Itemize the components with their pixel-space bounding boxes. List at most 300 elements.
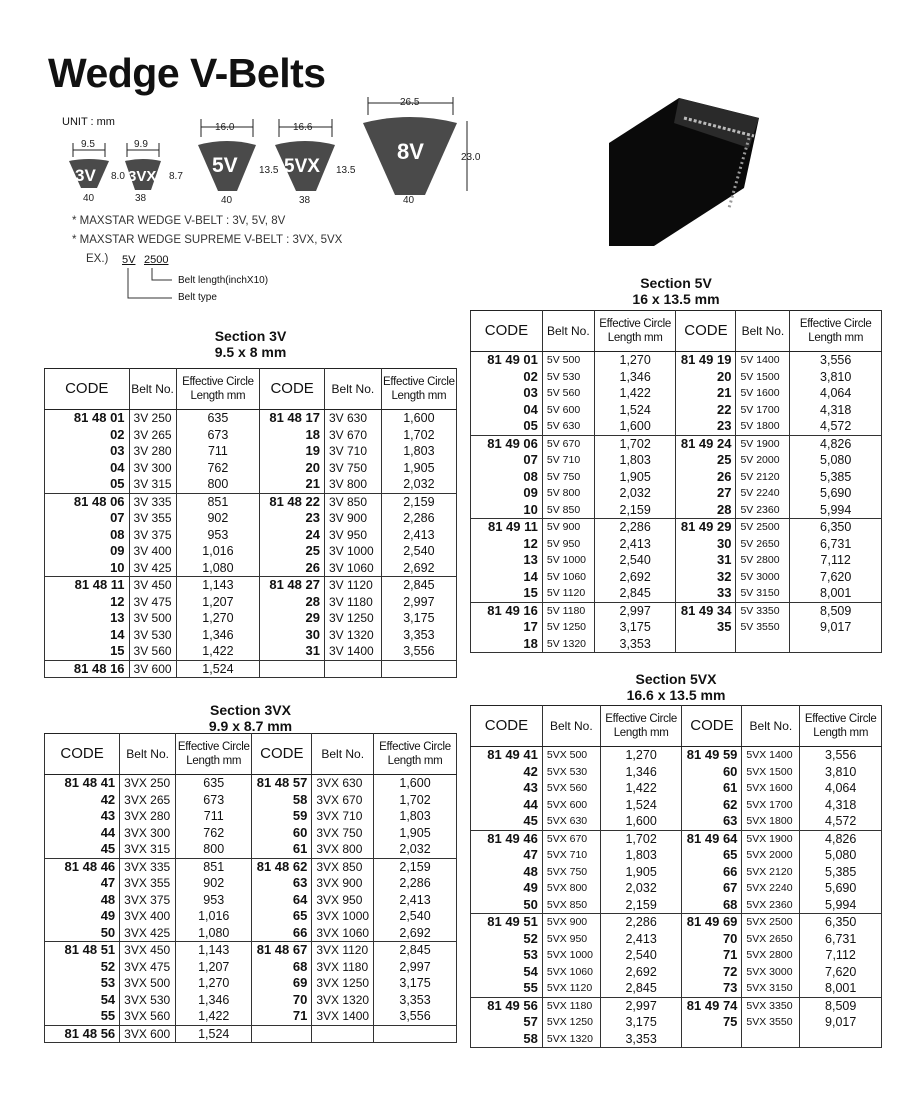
header-code: CODE [676,311,736,352]
code-cell: 24 [260,527,325,544]
length-cell: 711 [176,443,260,460]
table-row [471,552,882,569]
belt-no-cell: 3VX 710 [312,808,374,825]
dim-angle: 40 [221,195,233,205]
header-code: CODE [45,734,120,775]
belt-no-cell: 5VX 1120 [542,980,600,997]
code-cell: 52 [45,959,120,976]
code-cell: 18 [471,636,543,653]
code-cell: 28 [676,502,736,519]
length-cell: 1,524 [594,402,676,419]
code-cell: 63 [682,813,742,830]
belt-no-cell: 3VX 800 [312,841,374,858]
length-cell: 762 [176,825,252,842]
header-code: CODE [45,369,130,410]
belt-no-cell: 3V 530 [129,627,176,644]
table-row [471,897,882,914]
length-cell: 902 [176,875,252,892]
code-cell: 81 48 51 [45,942,120,959]
belt-no-cell: 3V 750 [324,460,381,477]
belt-no-cell: 5V 500 [542,352,594,369]
length-cell: 1,702 [600,830,682,847]
belt-no-cell: 5V 670 [542,435,594,452]
belt-no-cell: 3V 850 [324,493,381,510]
code-cell: 81 48 56 [45,1025,120,1043]
belt-no-cell: 5V 2000 [736,452,790,469]
code-cell: 81 48 17 [260,410,325,427]
code-cell: 48 [45,892,120,909]
belt-no-cell: 5VX 2120 [742,864,800,881]
header-belt-no: Belt No. [736,311,790,352]
belt-no-cell: 5VX 1600 [742,780,800,797]
length-cell [381,660,456,678]
header-belt-no: Belt No. [120,734,176,775]
code-cell: 81 48 27 [260,577,325,594]
header-belt-no: Belt No. [129,369,176,410]
belt-no-cell: 3V 1060 [324,560,381,577]
length-cell: 8,509 [790,602,882,619]
table-row [45,792,457,809]
length-cell: 2,032 [374,841,457,858]
dim-width: 16.0 [215,122,235,133]
row-group [45,660,457,678]
length-cell: 2,540 [381,543,456,560]
header-effective-length [600,706,682,747]
code-cell: 45 [471,813,543,830]
code-cell: 81 48 22 [260,493,325,510]
code-cell: 60 [252,825,312,842]
code-cell [252,1025,312,1043]
code-cell: 81 48 46 [45,858,120,875]
code-cell: 53 [45,975,120,992]
section-3v-title [44,328,457,360]
code-cell: 69 [252,975,312,992]
row-group [471,519,882,603]
dim-height: 8.7 [169,171,183,182]
profile-8v [363,97,481,205]
length-cell: 6,350 [790,519,882,536]
row-group [471,830,882,914]
length-cell: 4,572 [790,418,882,435]
belt-no-cell: 3V 1000 [324,543,381,560]
belt-no-cell: 5VX 1180 [542,997,600,1014]
row-group [45,577,457,661]
length-cell: 4,064 [800,780,882,797]
length-cell: 1,803 [600,847,682,864]
length-cell: 2,159 [594,502,676,519]
belt-no-cell: 5VX 3150 [742,980,800,997]
belt-no-cell: 3V 250 [129,410,176,427]
code-cell: 66 [682,864,742,881]
belt-no-cell: 3VX 425 [120,925,176,942]
table-row [471,931,882,948]
code-cell: 81 49 69 [682,914,742,931]
section-size: 16.6 x 13.5 mm [626,687,726,703]
code-cell: 81 48 16 [45,660,130,678]
section-title: Section 3V [214,328,287,344]
row-group [471,747,882,831]
length-cell: 5,690 [800,880,882,897]
belt-no-cell: 5V 2120 [736,469,790,486]
belt-no-cell: 5VX 900 [542,914,600,931]
length-cell: 4,572 [800,813,882,830]
belt-no-cell: 3V 425 [129,560,176,577]
table-row [45,527,457,544]
code-cell: 21 [260,476,325,493]
length-cell: 3,175 [594,619,676,636]
profile-label: 3VX [128,168,157,185]
length-cell: 1,803 [594,452,676,469]
code-cell: 26 [260,560,325,577]
code-cell: 14 [471,569,543,586]
belt-no-cell: 3V 300 [129,460,176,477]
length-cell: 7,620 [790,569,882,586]
length-cell: 2,692 [594,569,676,586]
length-cell: 1,803 [381,443,456,460]
table-row [471,369,882,386]
table-row [471,418,882,435]
section-title: Section 5V [640,275,712,291]
length-cell: 1,422 [176,643,260,660]
length-cell: 1,600 [374,775,457,792]
code-cell: 73 [682,980,742,997]
belt-no-cell: 3VX 1250 [312,975,374,992]
dim-angle: 40 [403,195,415,205]
belt-no-cell: 3VX 950 [312,892,374,909]
code-cell: 10 [45,560,130,577]
code-cell: 81 48 06 [45,493,130,510]
length-cell: 1,600 [381,410,456,427]
section-3vx-title [44,702,457,734]
length-cell: 3,556 [374,1008,457,1025]
code-cell: 03 [471,385,543,402]
profile-5vx [275,119,356,205]
code-cell: 66 [252,925,312,942]
belt-no-cell: 3V 560 [129,643,176,660]
length-cell: 1,600 [594,418,676,435]
length-cell: 3,353 [374,992,457,1009]
belt-no-cell: 3V 1180 [324,594,381,611]
belt-no-cell: 5V 3350 [736,602,790,619]
length-cell: 3,175 [381,610,456,627]
belt-no-cell: 5VX 630 [542,813,600,830]
header-belt-no: Belt No. [542,706,600,747]
row-group [471,352,882,436]
length-cell: 3,556 [790,352,882,369]
belt-no-cell [324,660,381,678]
code-cell: 72 [682,964,742,981]
code-cell: 81 48 01 [45,410,130,427]
code-cell: 03 [45,443,130,460]
belt-no-cell: 5V 3000 [736,569,790,586]
table-row [471,585,882,602]
code-cell: 44 [471,797,543,814]
profile-label: 8V [397,139,424,164]
length-cell: 1,143 [176,942,252,959]
code-cell: 75 [682,1014,742,1031]
belt-no-cell: 3VX 450 [120,942,176,959]
length-cell: 5,080 [790,452,882,469]
code-cell: 67 [682,880,742,897]
code-cell: 25 [676,452,736,469]
profile-5v [198,119,279,205]
note-supreme: * MAXSTAR WEDGE SUPREME V-BELT : 3VX, 5VX [72,234,343,246]
belt-no-cell: 3VX 1000 [312,908,374,925]
length-cell: 1,702 [594,435,676,452]
belt-length-desc: Belt length(inchX10) [178,275,269,286]
dim-height: 13.5 [259,165,279,176]
code-cell: 13 [45,610,130,627]
example-type: 5V [122,254,136,266]
code-cell: 04 [471,402,543,419]
belt-no-cell: 5VX 500 [542,747,600,764]
header-ecl-line1: Effective Circle [182,376,254,388]
code-cell: 18 [260,427,325,444]
section-size: 9.9 x 8.7 mm [208,718,293,734]
code-cell: 07 [471,452,543,469]
header-effective-length [594,311,676,352]
header-ecl-line1: Effective Circle [177,741,250,753]
row-group [471,435,882,519]
length-cell: 6,731 [790,536,882,553]
length-cell: 1,270 [176,975,252,992]
code-cell: 57 [471,1014,543,1031]
belt-no-cell: 5VX 950 [542,931,600,948]
code-cell: 71 [682,947,742,964]
belt-no-cell: 5VX 2000 [742,847,800,864]
header-row [471,311,882,352]
length-cell: 2,032 [600,880,682,897]
table-row [471,519,882,536]
code-cell: 43 [471,780,543,797]
belt-no-cell: 5V 630 [542,418,594,435]
section-title: Section 5VX [635,671,717,687]
code-cell: 20 [676,369,736,386]
table-row [45,875,457,892]
profile-label: 5VX [284,156,320,177]
table-row [45,443,457,460]
length-cell: 3,810 [790,369,882,386]
table-row [45,510,457,527]
length-cell: 2,159 [381,493,456,510]
row-group [45,775,457,859]
table-row [471,797,882,814]
length-cell: 2,997 [374,959,457,976]
profile-3v [69,139,125,204]
belt-no-cell: 5V 1600 [736,385,790,402]
belt-no-cell: 3V 375 [129,527,176,544]
table-row [45,410,457,427]
length-cell: 1,016 [176,908,252,925]
code-cell: 50 [471,897,543,914]
belt-no-cell: 3VX 315 [120,841,176,858]
length-cell: 1,270 [594,352,676,369]
dim-angle: 38 [135,193,147,204]
code-cell [682,1031,742,1048]
belt-no-cell: 3V 900 [324,510,381,527]
belt-no-cell: 3V 400 [129,543,176,560]
table-row [45,775,457,792]
profile-label: 3V [75,166,96,185]
code-cell: 81 49 41 [471,747,543,764]
length-cell: 1,346 [600,764,682,781]
code-cell: 09 [471,485,543,502]
header-code: CODE [682,706,742,747]
belt-no-cell: 3VX 1400 [312,1008,374,1025]
length-cell: 4,826 [790,435,882,452]
length-cell: 711 [176,808,252,825]
belt-no-cell: 5V 900 [542,519,594,536]
code-cell: 44 [45,825,120,842]
code-cell: 19 [260,443,325,460]
header-ecl-line2: Length mm [813,727,869,739]
length-cell: 2,159 [600,897,682,914]
length-cell: 5,385 [790,469,882,486]
belt-no-cell: 5V 1400 [736,352,790,369]
code-cell: 58 [471,1031,543,1048]
table-row [45,908,457,925]
length-cell: 1,702 [374,792,457,809]
belt-no-cell: 5V 1900 [736,435,790,452]
table-row [471,980,882,997]
length-cell: 2,286 [374,875,457,892]
belt-no-cell: 5V 850 [542,502,594,519]
header-row [471,706,882,747]
table-row [45,660,457,678]
belt-no-cell: 5VX 1000 [542,947,600,964]
table-row [471,947,882,964]
length-cell: 762 [176,460,260,477]
belt-no-cell: 3VX 600 [120,1025,176,1043]
profile-label: 5V [212,154,238,177]
belt-no-cell: 5VX 3000 [742,964,800,981]
code-cell: 25 [260,543,325,560]
code-cell: 81 49 29 [676,519,736,536]
belt-no-cell: 3V 800 [324,476,381,493]
table-row [45,627,457,644]
length-cell: 800 [176,476,260,493]
belt-no-cell: 5V 1800 [736,418,790,435]
code-cell: 60 [682,764,742,781]
code-cell [676,636,736,653]
code-cell: 49 [45,908,120,925]
length-cell: 2,286 [381,510,456,527]
table-row [471,435,882,452]
code-cell: 10 [471,502,543,519]
length-cell: 7,112 [800,947,882,964]
code-cell: 70 [682,931,742,948]
belt-no-cell: 3VX 560 [120,1008,176,1025]
table-row [471,880,882,897]
section-title: Section 3VX [210,702,291,718]
profile-3vx [125,139,183,204]
belt-no-cell: 5VX 750 [542,864,600,881]
belt-no-cell: 5VX 1400 [742,747,800,764]
dim-width: 26.5 [400,97,420,108]
table-row [471,502,882,519]
belt-no-cell: 5VX 2800 [742,947,800,964]
belt-no-cell: 3V 1120 [324,577,381,594]
belt-no-cell [312,1025,374,1043]
length-cell: 7,620 [800,964,882,981]
code-cell: 54 [45,992,120,1009]
length-cell: 1,905 [594,469,676,486]
code-cell: 17 [471,619,543,636]
section-5v-title [470,275,882,307]
table-row [471,485,882,502]
length-cell: 1,080 [176,925,252,942]
code-cell: 05 [471,418,543,435]
belt-no-cell: 3VX 1320 [312,992,374,1009]
belt-no-cell: 5VX 670 [542,830,600,847]
table-row [471,569,882,586]
belt-photo [609,88,773,246]
length-cell: 673 [176,792,252,809]
header-ecl-line1: Effective Circle [383,376,455,388]
code-cell: 35 [676,619,736,636]
code-cell: 81 48 57 [252,775,312,792]
length-cell: 1,524 [176,660,260,678]
length-cell: 2,692 [374,925,457,942]
length-cell: 1,346 [176,992,252,1009]
code-cell: 15 [471,585,543,602]
header-effective-length [176,369,260,410]
belt-no-cell: 3V 315 [129,476,176,493]
code-cell: 81 49 46 [471,830,543,847]
table-row [45,643,457,660]
belt-no-cell: 3VX 530 [120,992,176,1009]
code-cell: 81 49 34 [676,602,736,619]
code-cell: 07 [45,510,130,527]
belt-no-cell: 5V 1250 [542,619,594,636]
code-cell: 53 [471,947,543,964]
belt-no-cell: 5VX 710 [542,847,600,864]
table-row [471,747,882,764]
belt-no-cell: 5VX 1060 [542,964,600,981]
dim-width: 9.5 [81,139,95,150]
table-row [45,460,457,477]
page-title: Wedge V-Belts [48,50,326,96]
code-cell: 21 [676,385,736,402]
header-ecl-line2: Length mm [190,390,246,402]
length-cell: 1,270 [600,747,682,764]
length-cell: 5,690 [790,485,882,502]
table-row [471,764,882,781]
belt-no-cell: 5V 1500 [736,369,790,386]
length-cell: 8,001 [800,980,882,997]
length-cell: 4,064 [790,385,882,402]
code-cell: 70 [252,992,312,1009]
length-cell: 1,702 [381,427,456,444]
code-cell: 68 [252,959,312,976]
belt-no-cell: 5VX 530 [542,764,600,781]
header-ecl-line2: Length mm [613,727,669,739]
length-cell: 2,692 [600,964,682,981]
length-cell: 8,001 [790,585,882,602]
length-cell: 1,422 [176,1008,252,1025]
code-cell: 81 49 11 [471,519,543,536]
belt-no-cell: 3VX 630 [312,775,374,792]
table-row [471,602,882,619]
table-row [45,808,457,825]
header-row [45,734,457,775]
length-cell [800,1031,882,1048]
row-group [45,410,457,494]
code-cell: 14 [45,627,130,644]
code-cell: 42 [471,764,543,781]
belt-no-cell: 3VX 300 [120,825,176,842]
code-cell: 12 [45,594,130,611]
